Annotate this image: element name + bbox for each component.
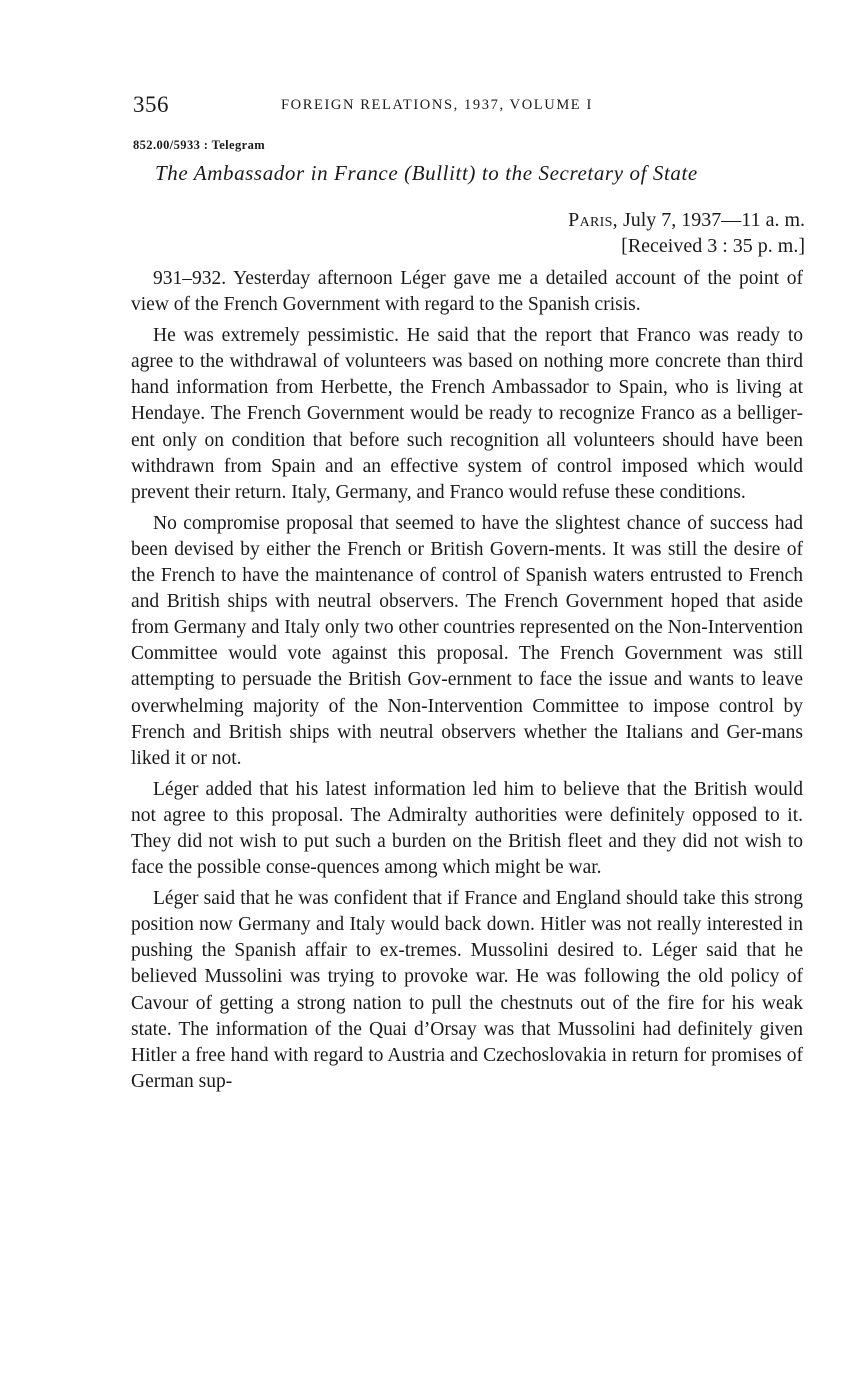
paragraph: No compromise proposal that seemed to have the slightest chance of success had been devised by either the French or British Govern-ments. It was still the desire of the French to have the maintenance of control of Spanish waters entrusted to French and British ships with neutral observers. The French Government hoped that aside from Germany and Italy only two other countries represented on the Non-Intervention Committee would vote against this proposal. The French Government was still attempting to persuade the British Gov-ernment to face the issue and wants to leave overwhelming majority of the Non-Intervention Committee to impose control by French and British ships with neutral observers whether the Italians and Ger-mans liked it or not.: [131, 512, 803, 769]
running-head: FOREIGN RELATIONS, 1937, VOLUME I: [281, 97, 593, 113]
page-header: [133, 92, 803, 122]
received-line: [Received 3 : 35 p. m.]: [621, 235, 805, 257]
paragraph: Léger added that his latest information led him to believe that the British would not agree to this proposal. The Admiralty authorities were definitely opposed to it. They did not wish to put such a burden on the British fleet and they did not wish to face the possible conse-quences among which might be war.: [131, 778, 803, 879]
document-title: The Ambassador in France (Bullitt) to the Secretary of State: [155, 161, 698, 185]
paragraph: Léger said that he was confident that if France and England should take this strong position now Germany and Italy would back down. Hitler was not really interested in pushing the Spanish affair to ex-tremes. Mussolini desired to. Léger said that he believed Mussolini was trying to provoke war. He was following the old policy of Cavour of getting a strong nation to pull the chestnuts out of the fire for his weak state. The information of the Quai d’Orsay was that Mussolini had definitely given Hitler a free hand with regard to Austria and Czechoslovakia in return for promises of German sup-: [131, 888, 803, 1092]
telegram-body: [131, 266, 803, 1100]
date-time: July 7, 1937—11 a. m.: [617, 209, 805, 231]
page-number: 356: [133, 92, 169, 117]
paragraph: He was extremely pessimistic. He said that the report that Franco was ready to agree to the withdrawal of volunteers was based on nothing more concrete than third hand information from Herbette, the French Ambassador to Spain, who is living at Hendaye. The French Government would be ready to recognize Franco as a belliger-ent only on condition that before such recognition all volunteers should have been withdrawn from Spain and an effective system of control imposed which would prevent their return. Italy, Germany, and Franco would refuse these conditions.: [131, 325, 803, 503]
paragraph: 931–932. Yesterday afternoon Léger gave me a detailed account of the point of view of the French Government with regard to the Spanish crisis.: [131, 268, 803, 316]
file-number: 852.00/5933 : Telegram: [133, 138, 266, 152]
date-line: [568, 207, 805, 233]
place-name: Paris,: [568, 209, 618, 231]
dateline: [568, 207, 805, 259]
